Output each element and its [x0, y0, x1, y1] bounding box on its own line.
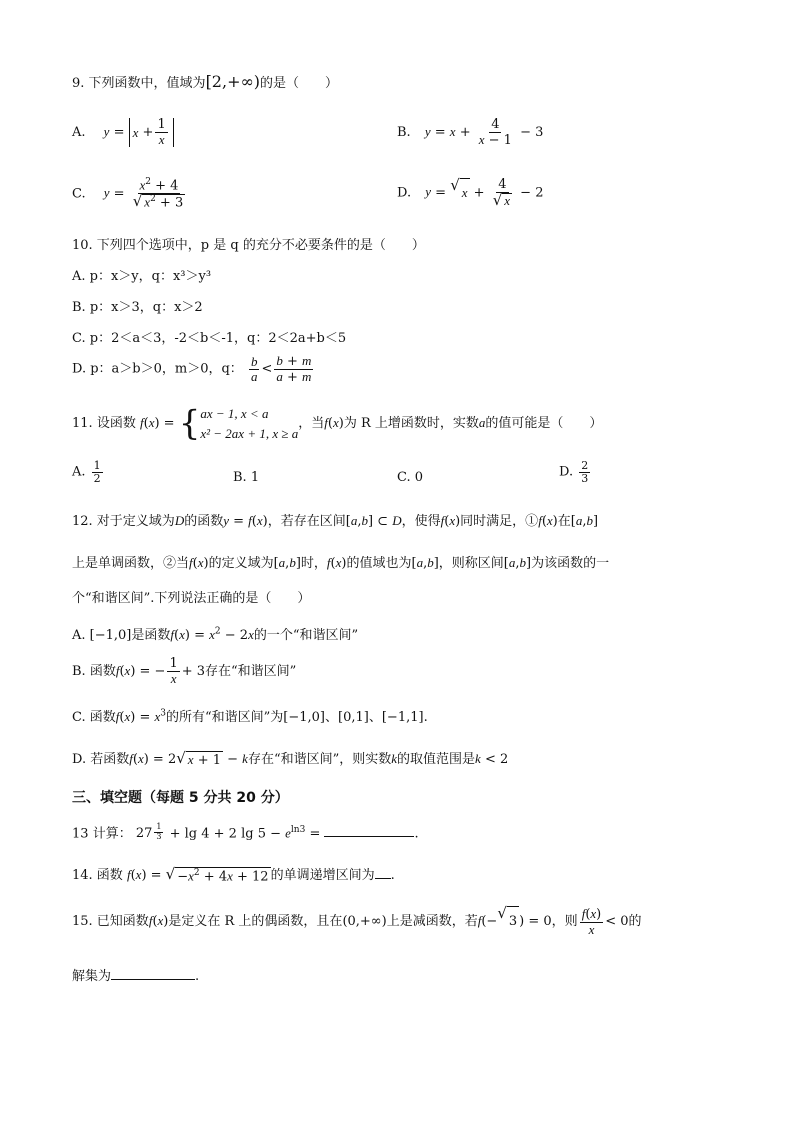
q9-number: 9. — [72, 76, 85, 91]
q10-stem: 10. 下列四个选项中，p 是 q 的充分不必要条件的是（ ） — [72, 238, 425, 253]
q12-option-b: B. 函数f(x) = − $\frac{1}{x}$ + 3存在“和谐区间” — [72, 656, 297, 686]
q11-option-b: B. 1 — [233, 470, 260, 485]
q9-option-d: D. y = √ x + 4 √ x − 2 — [397, 176, 544, 209]
q14-answer-blank[interactable] — [375, 865, 391, 879]
q12-option-c: C. 函数$f(x) = x^3$的所有“和谐区间”为[−1,0]、[0,1]、[−1,1]. — [72, 708, 428, 725]
section-title: 三、填空题（每题 5 分共 20 分） — [72, 790, 289, 806]
q12-line-2: 上是单调函数，②当f(x)的定义域为[a,b]时，f(x)的值域也为[a,b]，则称区间[a,b]为该函数的一 — [72, 555, 610, 571]
q11-option-c: C. 0 — [397, 470, 424, 485]
q11-option-d: D. $\frac{2}{3}$ — [559, 459, 589, 485]
q10-option-c: C. p：2＜a＜3，-2＜b＜-1，q：2＜2a+b＜5 — [72, 331, 347, 346]
q9-option-c: C. y = $x^2 + 4$ √ $x^2 + 3$ — [72, 177, 184, 211]
q12-option-a: A. [−1,0]是函数$f(x) = x^2 - 2x$的一个“和谐区间” — [72, 626, 359, 643]
q9-stem: 9. 下列函数中，值域为[2,+∞)的是（ ） — [72, 72, 339, 91]
q9-option-a: A. y = x + $\frac{1}{x}$ — [72, 118, 174, 147]
q12-line-3: 个“和谐区间”.下列说法正确的是（ ） — [72, 591, 311, 606]
q11-stem: 11. 设函数 f(x) = { ax − 1, x < a x² − 2ax + 1, x ≥ a ，当f(x)为 R 上增函数时，实数a的值可能是（ ） — [72, 403, 603, 444]
q10-option-d: D. p：a＞b＞0，m＞0，q： $\frac{b}{a}$ < $\frac{b + m}{a + m}$ — [72, 353, 312, 385]
q15-line-2: 解集为 . — [72, 965, 199, 984]
q14: 14. 函数 f(x) = √ $-x^2 + 4x + 12$ 的单调递增区间为 . — [72, 864, 395, 885]
q12-line-1: 12. 对于定义域为D的函数y = f(x)，若存在区间[a,b] ⊂ D，使得f(x)同时满足，①f(x)在[a,b] — [72, 513, 599, 529]
q10-option-a: A. p：x＞y，q：x³＞y³ — [72, 269, 212, 284]
q11-option-a: A. $\frac{1}{2}$ — [72, 459, 101, 485]
q9-option-b: B. y = x + $\frac{4}{x - 1}$ − 3 — [397, 117, 544, 148]
q12-option-d: D. 若函数f(x) = 2 √ x + 1 − k存在“和谐区间”，则实数k的取值范围是k < 2 — [72, 749, 509, 768]
q13: 13 计算： 27 $^{\frac{1}{3}}$ + lg 4 + 2 $\lg 5 - e^{ln3}$ = . — [72, 822, 419, 842]
q15-answer-blank[interactable] — [111, 966, 195, 980]
q15-line-1: 15. 已知函数f(x)是定义在 R 上的偶函数，且在(0,+∞)上是减函数，若f(− √ 3 ) = 0，则 $\frac{f(x)}{x}$ < 0的 — [72, 904, 642, 937]
q13-answer-blank[interactable] — [324, 823, 414, 837]
q10-option-b: B. p：x＞3，q：x＞2 — [72, 300, 203, 315]
